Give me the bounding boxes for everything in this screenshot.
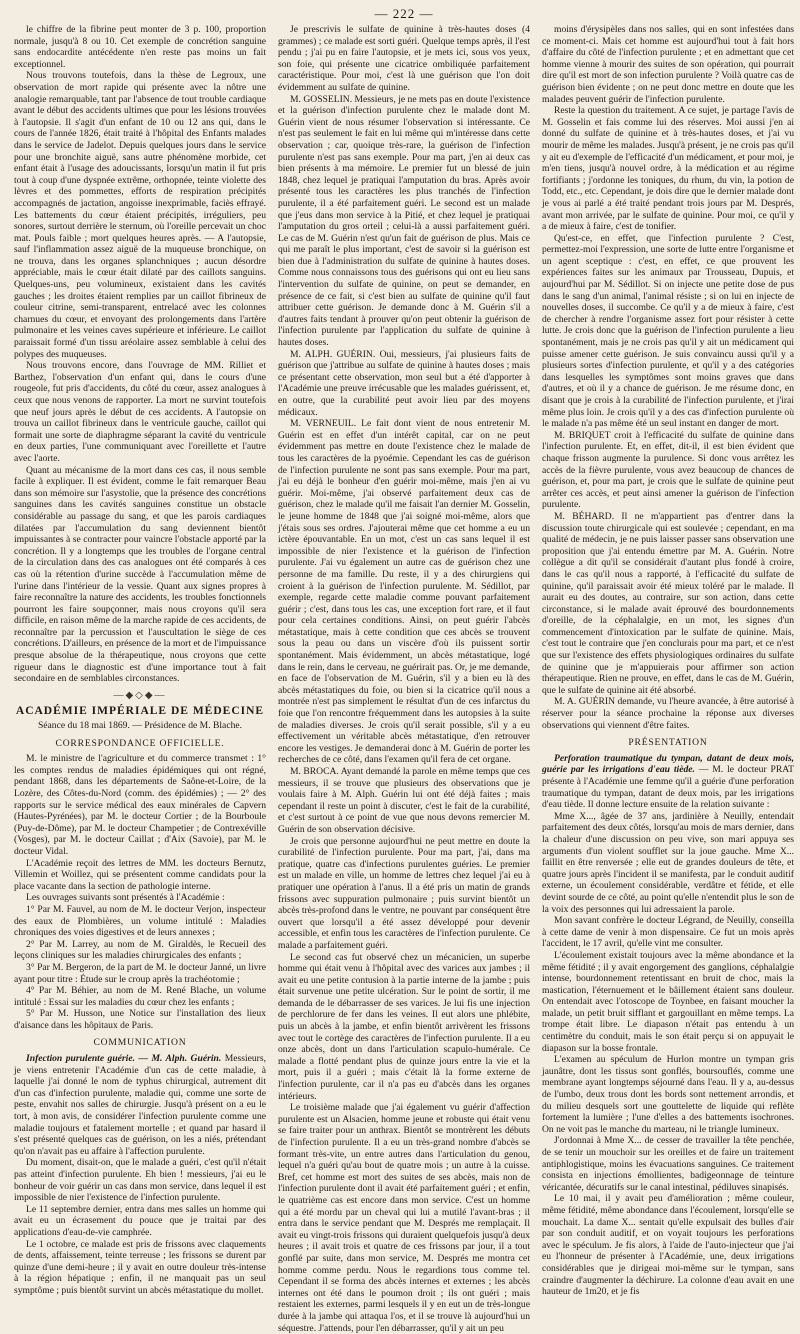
paragraph: 1° Par M. Fauvel, au nom de M. le docteur Verjon, inspecteur des eaux de Plombières, un volume intitulé : Maladies chroniques des voies digestives et de leurs annexes ;: [14, 903, 266, 939]
run-in-heading: Infection purulente guérie. — M. Alph. Guérin.: [26, 1053, 222, 1065]
paragraph: M. BRIQUET croit à l'efficacité du sulfate de quinine dans l'infection purulente. Et, en effet, dit-il, il est bien évident que chaque frisson augmente la purulence. Si donc vous arrêtez les accès de la fièvre purulente, vous avez beaucoup de chances de guérison, et, pour ma part, je crois que le sulfate de quinine peut arrêter ces accès, et peut ainsi amener la guérison de l'infection purulente.: [542, 429, 794, 511]
paragraph: moins d'érysipèles dans nos salles, qui en sont infestées dans ce moment-ci. Mais cet homme est aujourd'hui tout à fait hors d'affaire du côté de l'infection purulente ; et en admettant que cet homme vienne à mourir des suites de son opération, qui pourrait dire qu'il est mort de son infection purulente ? Voilà quatre cas de guérison bien évidente ; on ne peut donc mettre en doute que les malades peuvent guérir de l'infection purulente.: [542, 24, 794, 105]
paragraph: Reste la question du traitement. A ce sujet, je partage l'avis de M. Gosselin et fais comme lui des réserves. Moi aussi j'en ai donné du sulfate de quinine et à très-hautes doses, et j'ai vu mourir de même les malades. Jusqu'à présent, je ne crois pas qu'il y ait eu d'exemple de l'efficacité d'un médicament, et pour moi, je m'en tiens, jusqu'à nouvel ordre, à la médication et au régime fortifiants ; j'ordonne les toniques, du rhum, du vin, la potion de Todd, etc., etc. Cependant, je dois dire que le dernier malade dont je vous ai parlé a été traité pendant trois jours par M. Després, avant mon arrivée, par le sulfate de quinine. Pour moi, ce qu'il y a de mieux à faire, c'est de tonifier.: [542, 105, 794, 233]
paragraph: Les ouvrages suivants sont présentés à l'Académie :: [26, 892, 225, 904]
paragraph: Du moment, disait-on, que le malade a guéri, c'est qu'il n'était pas atteint d'infection purulente. Eh bien ! messieurs, j'ai eu le bonheur de voir guérir un cas dans mon service, dans lequel il est impossible de nier l'existence de l'infection purulente.: [14, 1157, 266, 1204]
paragraph: M. le ministre de l'agriculture et du commerce transmet : 1° les comptes rendus de maladies épidémiques qui ont régné, pendant 1868, dans les départements de Saône-et-Loire, de la Lozère, des Côtes-du-Nord (comm. des épidémies) ; — 2° des rapports sur le service médical des eaux minérales de Capvern (Hautes-Pyrénées), par M. le docteur Cortier ; de la Bourboule (Puy-de-Dôme), par M. le docteur Champetier ; de Contrexéville (Vosges), par M. le docteur Caillat ; d'Aix (Savoie), par M. le docteur Vidal.: [14, 753, 266, 857]
paragraph: Nous trouvons toutefois, dans la thèse de Legroux, une observation de mort rapide qui présente avec la nôtre une analogie remarquable, tant par l'absence de tout trouble cardiaque avant le début des accidents ultimes que pour les lésions trouvées à l'autopsie. Il s'agit d'un enfant de 10 ou 12 ans qui, dans le cours de l'année 1826, était traité à l'hôpital des Enfants malades dans le service de Jadelot. Depuis quelques jours dans le service pour une bronchite aiguë, sans autre phénomène morbide, cet enfant était à l'usage des adoucissants, lorsqu'un matin il fut pris tout à coup d'une dyspnée extrême, orthopnée, teinte violette des lèvres et des pommettes, efforts de respiration précipités accompagnés de jactation, angoisse inexprimable, faciès effrayé. Les battements du cœur étaient précipités, irréguliers, peu sonores, surtout derrière le sternum, où l'oreille percevait un choc mat. Pouls faible ; mort quelques heures après. — A l'autopsie, sauf l'inflammation assez aiguë de la muqueuse bronchique, on ne trouva, dans les organes splanchniques ; aucun désordre appréciable, mais le cœur était dilaté par des caillots sanguins. Quelques-uns, peu volumineux, existaient dans les cavités gauches ; les droites étaient remplies par un caillot fibrineux de couleur citrine, semi-transparent, entrelacé avec les colonnes charnues du cœur, et envoyant des prolongements dans l'artère pulmonaire et les veines caves supérieure et inférieure. Le caillot paraissait formé d'un tissu aréolaire assez semblable à celui des polypes des muqueuses.: [14, 70, 266, 360]
paragraph: le chiffre de la fibrine peut monter de 3 p. 100, proportion normale, jusqu'à 8 ou 10. Cet exemple de concrétion sanguine sans endocardite antécédente n'en reste pas moins un fait exceptionnel.: [14, 24, 266, 70]
paragraph: M. GOSSELIN. Messieurs, je ne mets pas en doute l'existence et la guérison d'infection purulente chez le malade dont M. Guérin vient de nous résumer l'observation si intéressante. Ce n'est pas seulement le fait en lui même qui m'intéresse dans cette observation ; car, quoique très-rare, la guérison de l'infection purulente n'est pas sans exemple. Pour ma part, j'en ai deux cas bien présents à ma mémoire. Le premier fut un blessé de juin 1848, chez lequel je pratiquai l'amputation du bras. Après avoir présenté tous les caractères les plus tranchés de l'infection purulente, il a été parfaitement guéri. Le second est un malade que j'eus dans mon service à la Pitié, et chez lequel je pratiquai l'amputation du gros orteil ; celui-là a aussi parfaitement guéri. Le cas de M. Guérin n'est qu'un fait de guérison de plus. Mais ce qui me paraît le plus important, c'est de savoir si la guérison est bien due à l'administration du sulfate de quinine à hautes doses. Comme nous connaissons tous des guérisons qui ont eu lieu sans l'intervention du sulfate de quinine, on peut se demander, en présence de ce fait, si c'est bien au sulfate de quinine qu'il faut attribuer cette guérison. Je demande donc à M. Guérin s'il a d'autres faits tendant à prouver qu'on peut obtenir la guérison de l'infection purulente par l'application du sulfate de quinine à hautes doses.: [278, 93, 530, 349]
text-columns: [14, 24, 794, 1334]
paragraph: [542, 753, 794, 811]
paragraph: Quant au mécanisme de la mort dans ces cas, il nous semble facile à expliquer. Il est évident, comme le fait remarquer Beau dans son mémoire sur l'asystolie, que la présence des concrétions sanguines dans les cavités sanguines constitue un obstacle considérable au passage du sang, et que les parois cardiaques dilatées par l'accumulation du sang deviennent bientôt impuissantes à se contracter pour vaincre l'obstacle apporté par la concrétion. Il y a longtemps que les troubles de l'organe central de la circulation dans des cas analogues ont été comparés à ces cas où la rétention d'urine succède à l'accumulation même de l'urine dans l'intérieur de la vessie. Quant aux signes propres à faire reconnaître la nature des accidents, les troubles fonctionnels pourront les faire soupçonner, mais nous croyons qu'il sera difficile, en raison même de la marche rapide de ces accidents, de reconnaître par la percussion et l'auscultation le siège de ces concrétions. D'ailleurs, en présence de la mort et de l'impuissance presque absolue de la thérapeutique, nous croyons que cette rigueur dans le diagnostic est d'une importance tout à fait secondaire en de semblables circonstances.: [14, 464, 267, 685]
page-number: — 222 —: [374, 6, 434, 21]
paragraph: Nous trouvons encore, dans l'ouvrage de MM. Rilliet et Barthez, l'observation d'un enfant qui, dans le cours d'une rougeole, fut pris d'accidents, du côté du cœur, assez analogues à ceux que nous venons de rapporter. La mort ne survint toutefois que neuf jours après le début de ces accidents. A l'autopsie on trouva un caillot fibrineux dans le ventricule gauche, caillot qui formait une sorte de diaphragme séparant la cavité du ventricule en deux parties, l'une communiquant avec l'oreillette et l'autre avec l'aorte.: [14, 360, 266, 464]
paragraph: [14, 1053, 266, 1157]
paragraph: 4° Par M. Béhier, au nom de M. René Blache, un volume intitulé : Essai sur les maladies du cœur chez les enfants ;: [14, 985, 266, 1008]
paragraph: M. BROCA. Ayant demandé la parole en même temps que ces messieurs, il se trouve que plusieurs des observations que je voulais faire à M. Alph. Guérin lui ont été déjà faites ; mais cependant il reste un point à discuter, c'est le fait de la curabilité, et c'est surtout à ce point de vue que nous devons remercier M. Guérin de son observation décisive.: [278, 766, 530, 835]
paragraph: 2° Par M. Larrey, au nom de M. Giraldès, le Recueil des leçons cliniques sur les maladies chirurgicales des enfants ;: [14, 938, 266, 962]
paragraph: M. ALPH. GUÉRIN. Oui, messieurs, j'ai plusieurs faits de guérison que j'attribue au sulfate de quinine à hautes doses ; mais ce présentant cette observation, mon seul but a été d'apporter à l'Académie une preuve irrécusable que les malades guérissent, et, en outre, que la curabilité peut avoir lieu par des moyens médicaux.: [278, 348, 530, 418]
paragraph: Le 1 octobre, ce malade est pris de frissons avec claquements de dents, affaissement, teinte terreuse ; les frissons se durent par quinze d'une demi-heure ; il y avait en outre douleur très-intense à la région hépatique ; enfin, il ne manquait pas un seul symptôme ; puis bientôt survint un abcès métastatique du mollet.: [14, 1238, 266, 1296]
paragraph: 5° Par M. Husson, une Notice sur l'installation des lieux d'aisance dans les hôpitaux de Paris.: [14, 1008, 266, 1031]
paragraph-text: Messieurs, je viens entretenir l'Académie d'un cas de cette maladie, à laquelle j'ai donné le nom de typhus chirurgical, autrement dit d'un cas d'infection purulente, maladie qui, comme une sorte de peste, envahit nos salles de chirurgie. Jusqu'à présent on a eu le tort, à mon avis, de considérer l'infection purulente comme une maladie toujours et fatalement mortelle ; et quand par hasard il s'est présenté quelques cas de guérison, on les a niés, prétendant qu'on n'avait pas eu affaire à l'affection purulente.: [14, 1053, 266, 1157]
paragraph: 3° Par M. Bergeron, de la part de M. le docteur Janné, un livre ayant pour titre : Étude sur le croup après la trachéotomie ;: [14, 961, 266, 985]
session-line: Séance du 18 mai 1869. — Présidence de M. Blache.: [37, 720, 243, 732]
column-2: [278, 24, 530, 1334]
paragraph: M. VERNEUIL. Le fait dont vient de nous entretenir M. Guérin est en effet d'un intérêt capital, car on ne peut évidemment pas mettre en doute l'existence chez le malade de tous les caractères de la pyoémie. Cependant les cas de guérison de l'infection purulente ne sont pas sans exemple. Pour ma part, j'ai eu déjà le bonheur d'en guérir moi-même, mais j'en ai vu guérir. Moi-même, j'ai observé parfaitement deux cas de guérison, chez le malade qu'il me faisait l'an dernier M. Gosselin, le jeune homme de 1848 que j'ai soigné moi-même, alors que j'étais sous ses ordres. J'ajouterai même que cet homme a eu un ictère épouvantable. En un mot, c'est un cas sans lequel il est impossible de nier l'existence et la guérison de l'infection purulente. J'ai vu également un autre cas de guérison chez une personne de ma famille. Du reste, il y a des chirurgiens qui croient à la guérison de l'infection purulente. M. Sédillot, par exemple, regarde cette maladie comme pouvant parfaitement guérir ; c'est, dans tous les cas, une exception fort rare, et il faut pour cela certaines conditions. Ainsi, on peut guérir l'abcès métastatique, mais à cette condition que ces abcès se trouvent sous la peau ou dans un viscère d'où ils puissent sortir spontanément. Mais évidemment, un abcès métastatique, logé dans le rein, dans le cerveau, ne guérirait pas. Or, je me demande, en face de l'observation de M. Guérin, s'il y a bien eu là des abcès métastatiques du foie, ou bien si la cicatrice qu'il nous a montrée n'est pas simplement le résultat d'un de ces infarctus du foie que l'on rencontre fréquemment dans les autopsies à la suite de maladies diverses. Je crois qu'il serait possible, s'il y a eu effectivement un véritable abcès métastatique, d'en retrouver encore les vestiges. Je demanderai donc à M. Guérin de porter les recherches de ce côté, dans l'examen qu'il fera de cet organe.: [278, 418, 530, 766]
correspondence-title: CORRESPONDANCE OFFICIELLE.: [55, 737, 225, 749]
academy-title: ACADÉMIE IMPÉRIALE DE MÉDECINE: [15, 705, 265, 718]
paragraph: Le 11 septembre dernier, entra dans mes salles un homme qui avait eu un écrasement du pouce que je traitai par des applications d'eau-de-vie camphrée.: [14, 1203, 266, 1238]
paragraph: L'écoulement existait toujours avec la même abondance et la même fétidité ; il y avait engorgement des ganglions, céphalalgie intense, bourdonnement retentissant en bruit de choc, mais la mastication, l'éternuement et le bâillement étaient sans douleur. On entendait avec l'otoscope de Toynbee, en faisant moucher la malade, un petit bruit sifflant et gargouillant en même temps. La trompe était libre. Le diapason n'était pas entendu à un centimètre du conduit, mais le son était perçu si on appuyait le diapason sur la bosse frontale.: [542, 949, 794, 1054]
paragraph: Le second cas fut observé chez un mécanicien, un superbe homme qui était venu à l'hôpital avec des varices aux jambes ; il avait eu une petite contusion à la partie interne de la jambe ; puis était survenue une petite ulcération. Sur le point de sortir, il me demanda de le débarrasser de ses varices. Je lui fis une injection de perchlorure de fer dans les veines. Il eut alors une phlébite, puis un abcès à la jambe, et enfin bientôt arrivèrent les frissons avec tout le cortège des caractères de l'infection purulente. Il a eu onze abcès, dont un dans l'articulation scapulo-humérale. Ce malade a flotté pendant plus de quinze jours entre la vie et la mort, puis il a guéri ; mais c'était là la forme externe de l'infection purulente, car il n'a pas eu d'abcès dans les organes intérieurs.: [278, 951, 530, 1102]
paragraph: Mon savant confrère le docteur Légrand, de Neuilly, conseilla à cette dame de venir à mon dispensaire. Ce fut un mois après l'accident, le 17 avril, qu'elle vint me consulter.: [542, 915, 794, 950]
ornament-divider: —◆◇◆—: [113, 689, 167, 701]
run-in-heading: Perforation traumatique du tympan, datant de deux mois, guérie par les irrigations d'eau tiède.: [542, 752, 794, 776]
communication-title: COMMUNICATION: [93, 1037, 187, 1049]
paragraph: L'examen au spéculum de Hurlon montre un tympan gris jaunâtre, dont les tissus sont gonflés, boursouflés, comme une membrane ayant longtemps séjourné dans l'eau. Il y a, au-dessus de l'umbo, deux trous dont les bords sont nettement arrondis, et du milieu desquels sort une gouttelette de liquide qui reflète fortement la lumière ; l'une d'elles a des battements isochrones. On ne voit pas le manche du marteau, ni le triangle lumineux.: [542, 1054, 794, 1135]
paragraph: Qu'est-ce, en effet, que l'infection purulente ? C'est, permettez-moi l'expression, une sorte de lutte entre l'organisme et un agent sceptique : c'est, en effet, ce que prouvent les expériences faites sur les animaux par Trousseau, Dupuis, et aujourd'hui par M. Sédillot. Si on injecte une petite dose de pus dans le sang d'un animal, l'animal résiste ; si on lui en injecte de nouvelles doses, il succombe. Ce qu'il y a de mieux à faire, c'est de chercher à rendre l'organisme assez fort pour résister à cette lutte. Je crois donc que la guérison de l'infection purulente a lieu spontanément, mais je ne crois pas qu'il y ait un médicament qui puisse amener cette guérison. Je suis convaincu aussi qu'il y a plusieurs sortes d'infection purulente, et qu'il y a des catégories dans lesquelles les symptômes sont moins graves que dans d'autres, et où il y a chance de guérison. Je me résume donc, en disant que je crois à la curabilité de l'infection purulente, et j'irai même plus loin. Je crois qu'il y a des cas d'infection purulente où le malade n'a pas même été un seul instant en danger de mort.: [542, 232, 794, 430]
paragraph: M. A. GUÉRIN demande, vu l'heure avancée, à être autorisé à réserver pour la séance prochaine la réponse aux diverses observations qui viennent d'être faites.: [542, 696, 794, 731]
paragraph: Je prescrivis le sulfate de quinine à très-hautes doses (4 grammes) ; ce malade est sorti guéri. Quelque temps après, il l'est pendu ; j'ai pu en faire l'autopsie, et je mets ici, sous vos yeux, son foie, qui présente une cicatrice ombiliquée parfaitement caractéristique. Pour moi, c'est là une guérison que l'on doit évidemment au sulfate de quinine.: [278, 24, 530, 93]
paragraph: Je crois que personne aujourd'hui ne peut mettre en doute la curabilité de l'infection purulente. Pour ma part, j'ai, dans ma pratique, quatre cas d'infections purulentes guéries. Le premier est un malade en ville, un homme de lettres chez lequel j'ai eu à pratiquer une opération à l'anus. Il a été pris un matin de grands frissons avec suppuration pulmonaire ; puis survint bientôt un abcès très-profond dans le ventre, ne pouvant par conséquent être ouvert que lorsqu'il a été assez développé pour devenir accessible, et enfin tous les caractères de l'infection purulente. Ce malade a parfaitement guéri.: [278, 835, 530, 951]
paragraph: Le troisième malade que j'ai également vu guérir d'affection purulente est un Alsacien, homme jeune et robuste qui était venu se faire traiter pour un anthrax. Bientôt se montrèrent les débuts de l'infection purulente. Il a eu un très-grand nombre d'abcès se formant très-vite, un entre autres dans l'articulation du genou, lequel n'a guéri qu'au bout de quatre mois ; un autre à la cuisse. Bref, cet homme est mort des suites de ses abcès, mais non de l'infection purulente dont il avait été parfaitement guéri ; et enfin, le quatrième cas est encore dans mon service. C'est un homme qui a été mordu par un cheval qui lui a mutilé l'avant-bras ; il entra dans le service pendant que M. Després me remplaçait. Il avait eu vingt-trois frissons qui duraient quelquefois jusqu'à deux heures ; il avait trois et quatre de ces frissons par jour, il a tout gonflé par suite, dans mon service, M. Després me montra cet homme comme perdu. Nous le regardions tous comme tel. Cependant il se forma des abcès internes et externes ; les abcès internes ont été dans le poumon droit ; ils ont guéri ; mais restaient les externes, parmi lesquels il y en eut un de très-longue durée à la jambe qui attaqua l'os, et il se trouve là aujourd'hui un séquestre. J'attends, pour l'en débarrasser, qu'il y ait un peu: [278, 1102, 530, 1334]
paragraph: Le 10 mai, il y avait peu d'amélioration ; même couleur, même fétidité, même abondance dans l'écoulement, lorsqu'elle se mouchait. La dame X... sentait qu'elle expulsait des bulles d'air par son conduit auditif, et on voyait toujours les perforations avec le spéculum. Je fis alors, à l'aide de l'auto-injecteur que j'ai eu l'honneur de présenter à l'Académie, une, deux irrigations considérables que je dirigeai moi-même sur le tympan, sans craindre d'augmenter la déchirure. La colonne d'eau avait en une hauteur de 1m20, et je fis: [542, 1193, 794, 1298]
paragraph: Mme X..., âgée de 37 ans, jardinière à Neuilly, entendait parfaitement des deux côtés, lorsqu'au mois de mars dernier, dans la chaleur d'une discussion on peu vive, son mari appuya ses arguments d'un violent soufflet sur la joue gauche. Mme X... faillit en être renversée ; elle eut de grandes douleurs de tête, et quatre jours après l'incident il se manifesta, par le conduit auditif externe, un écoulement considérable, verdâtre et fétide, et elle devint sourde de ce côté, au point qu'elle n'entendit plus le son de la voix des personnes qui lui adressaient la parole.: [542, 810, 794, 915]
paragraph: J'ordonnai à Mme X... de cesser de travailler la tête penchée, de se tenir un mouchoir sur les oreilles et de faire un traitement antiphlogistique, moins les évacuations sanguines. Ce traitement consista en injections émollientes, badigeonnage de teinture véricantée, décuratifs sur le canal intestinal, pédiluves sinapisés.: [542, 1135, 794, 1193]
presentation-title: PRÉSENTATION: [628, 737, 708, 749]
column-1: [14, 24, 266, 1334]
paragraph-text: — M. le docteur PRAT présente à l'Académie une femme qu'il a guérie d'une perforation traumatique du tympan, datant de deux mois, par les irrigations d'eau tiède. Il donne lecture ensuite de la relation suivante :: [542, 764, 794, 811]
column-3: [542, 24, 794, 1334]
paragraph: M. BÉHARD. Il ne m'appartient pas d'entrer dans la discussion toute chirurgicale qui est soulevée ; cependant, en ma qualité de médecin, je ne puis laisser passer sans observation une proposition que j'ai entendu émettre par M. A. Guérin. Notre collègue a dit qu'il se considérait d'autant plus fondé à croire, dans le cas qu'il nous a rapporté, à l'efficacité du sulfate de quinine, qu'il paraissait avoir été mieux toléré par le malade. Il aurait eu des doutes, au contraire, sur son action, dans cette circonstance, si le malade avait éprouvé des bourdonnements d'oreille, de la céphalalgie, en un mot, les signes d'un commencement d'intoxication par le sulfate de quinine. Mais, c'est tout le contraire que j'en conclurais pour ma part, et ce n'est que sur l'existence des effets physiologiques ordinaires du sulfate de quinine que je m'appuierais pour affirmer son action thérapeutique. Rien ne prouve, en effet, dans le cas de M. Guérin, que le sulfate de quinine ait été absorbé.: [542, 510, 794, 696]
paragraph: L'Académie reçoit des lettres de MM. les docteurs Bernutz, Villemin et Woillez, qui se présentent comme candidats pour la place vacante dans la section de pathologie interne.: [14, 857, 266, 892]
